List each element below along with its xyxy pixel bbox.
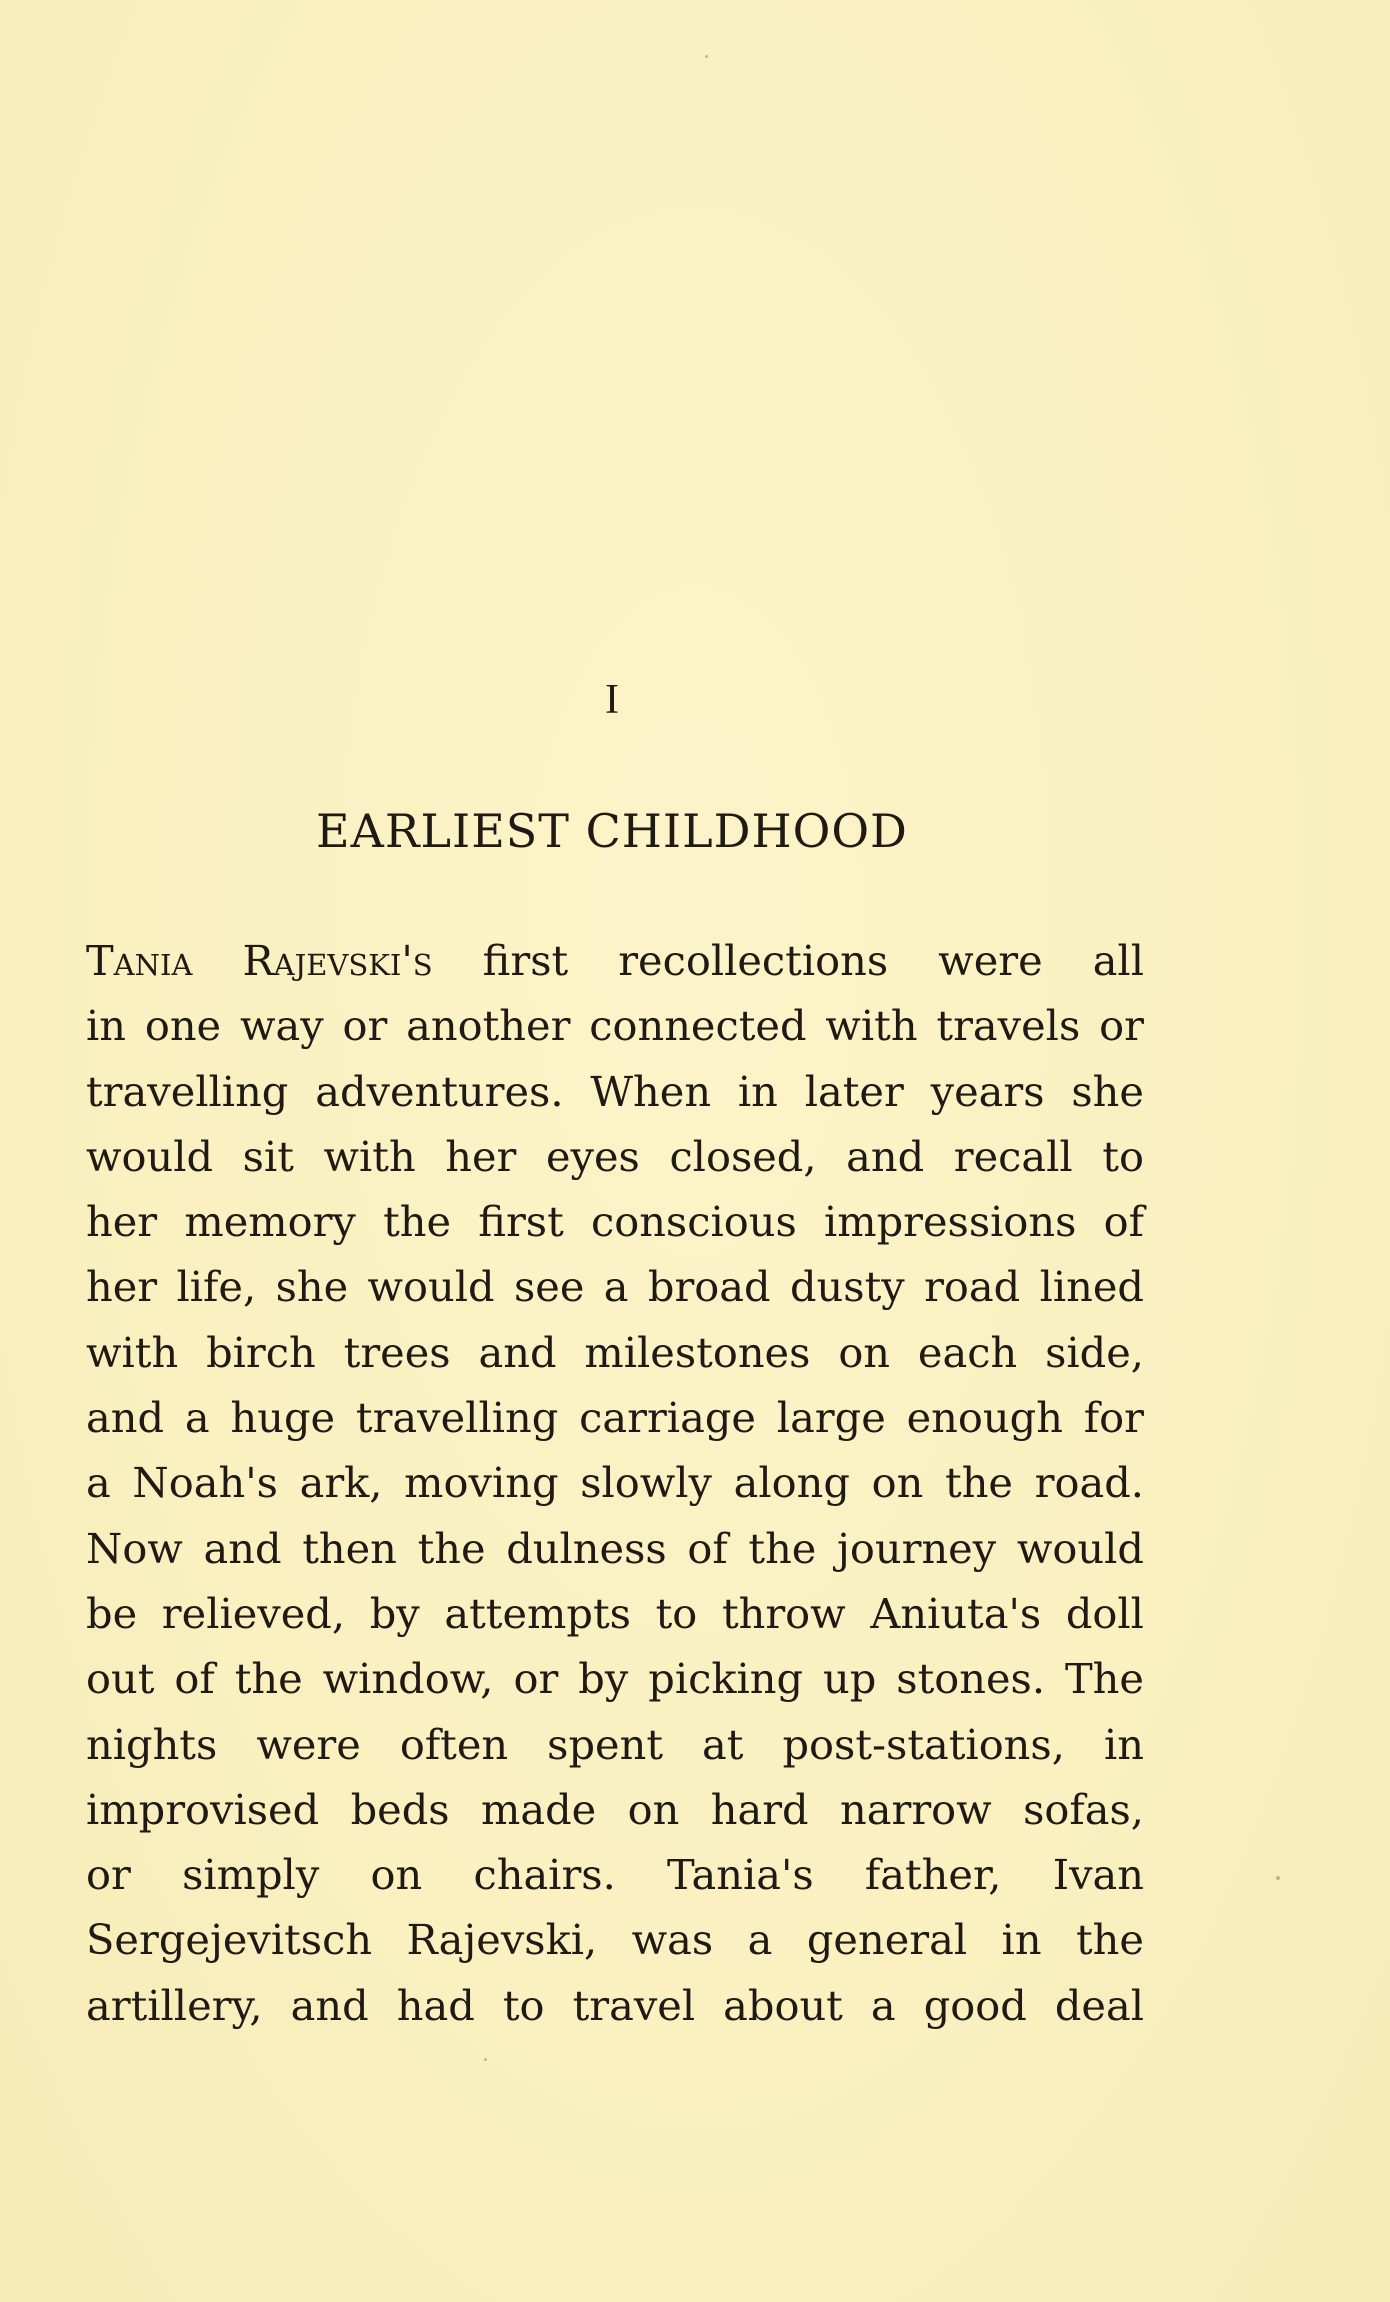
word: then bbox=[302, 1523, 397, 1573]
word: of bbox=[1103, 1197, 1144, 1247]
word: up bbox=[823, 1654, 877, 1704]
word: Noah's bbox=[132, 1458, 278, 1508]
word: had bbox=[396, 1980, 475, 2030]
word: about bbox=[723, 1980, 843, 2030]
word: recollections bbox=[618, 936, 889, 985]
word: the bbox=[1076, 1915, 1144, 1965]
word: ark, bbox=[299, 1458, 383, 1508]
word: Tania's bbox=[667, 1850, 814, 1900]
word: often bbox=[399, 1719, 509, 1769]
text-line bbox=[86, 1973, 1144, 2038]
word: way bbox=[239, 1001, 324, 1051]
word: her bbox=[445, 1131, 517, 1181]
word: or bbox=[513, 1654, 559, 1704]
word: a bbox=[603, 1262, 629, 1312]
text-line bbox=[86, 1189, 1144, 1254]
word: spent bbox=[547, 1719, 663, 1769]
word: sit bbox=[242, 1131, 294, 1181]
word: memory bbox=[184, 1197, 356, 1247]
word: with bbox=[323, 1131, 416, 1181]
word: simply bbox=[182, 1850, 320, 1900]
word: a bbox=[86, 1458, 111, 1508]
word: of bbox=[174, 1654, 215, 1704]
word: moving bbox=[404, 1458, 559, 1508]
text-line bbox=[86, 1124, 1144, 1189]
word: enough bbox=[906, 1393, 1063, 1443]
text-line bbox=[86, 928, 1144, 993]
word: on bbox=[370, 1850, 423, 1900]
word: Rajevski's bbox=[242, 936, 433, 985]
word: side, bbox=[1045, 1327, 1144, 1377]
word: along bbox=[733, 1458, 850, 1508]
word: of bbox=[687, 1523, 728, 1573]
word: and bbox=[86, 1393, 165, 1443]
word: to bbox=[1102, 1131, 1144, 1181]
word: closed, bbox=[669, 1131, 817, 1181]
chapter-title: EARLIEST CHILDHOOD bbox=[316, 804, 908, 858]
word: with bbox=[825, 1001, 918, 1051]
word: birch bbox=[206, 1327, 316, 1377]
word: first bbox=[478, 1197, 564, 1247]
word: and bbox=[203, 1523, 282, 1573]
word: years bbox=[930, 1066, 1045, 1116]
text-line bbox=[86, 1059, 1144, 1124]
word: in bbox=[737, 1066, 778, 1116]
word: a bbox=[184, 1393, 210, 1443]
word: beds bbox=[350, 1784, 450, 1834]
word: the bbox=[417, 1523, 486, 1573]
text-line bbox=[86, 1777, 1144, 1842]
word: artillery, bbox=[86, 1980, 263, 2030]
word: the bbox=[383, 1197, 452, 1247]
word: or bbox=[86, 1850, 131, 1900]
word: recall bbox=[953, 1131, 1073, 1181]
word: another bbox=[406, 1001, 571, 1051]
word: milestones bbox=[584, 1327, 811, 1377]
word: father, bbox=[864, 1850, 1002, 1900]
word: attempts bbox=[444, 1588, 631, 1638]
word: travel bbox=[572, 1980, 696, 2030]
word: were bbox=[256, 1719, 361, 1769]
word: to bbox=[655, 1588, 698, 1638]
word: Sergejevitsch bbox=[86, 1915, 373, 1965]
word: conscious bbox=[590, 1197, 797, 1247]
word: her bbox=[86, 1197, 158, 1247]
word: or bbox=[342, 1001, 388, 1051]
text-line bbox=[86, 1516, 1144, 1581]
word: were bbox=[938, 936, 1043, 985]
word: all bbox=[1092, 936, 1144, 985]
word: and bbox=[290, 1980, 369, 2030]
word: nights bbox=[86, 1719, 218, 1769]
word: was bbox=[631, 1915, 714, 1965]
word: on bbox=[871, 1458, 924, 1508]
word: The bbox=[1065, 1654, 1144, 1704]
word: slowly bbox=[580, 1458, 712, 1508]
word: chairs. bbox=[473, 1850, 616, 1900]
word: sofas, bbox=[1023, 1784, 1144, 1834]
word: deal bbox=[1054, 1980, 1144, 2030]
word: be bbox=[86, 1588, 138, 1638]
word: dulness bbox=[506, 1523, 667, 1573]
word: dusty bbox=[789, 1262, 905, 1312]
word: hard bbox=[710, 1784, 809, 1834]
word: Rajevski, bbox=[406, 1915, 598, 1965]
word: on bbox=[627, 1784, 680, 1834]
word: narrow bbox=[840, 1784, 992, 1834]
word: later bbox=[804, 1066, 904, 1116]
word: by bbox=[369, 1588, 420, 1638]
text-line bbox=[86, 993, 1144, 1058]
word: trees bbox=[343, 1327, 451, 1377]
word: throw bbox=[721, 1588, 846, 1638]
word: one bbox=[144, 1001, 222, 1051]
word: on bbox=[838, 1327, 891, 1377]
word: in bbox=[86, 1001, 127, 1051]
text-line bbox=[86, 1254, 1144, 1319]
word: travelling bbox=[355, 1393, 559, 1443]
word: journey bbox=[837, 1523, 997, 1573]
word: road bbox=[924, 1262, 1021, 1312]
word: good bbox=[923, 1980, 1027, 2030]
word: picking bbox=[648, 1654, 804, 1704]
word: road. bbox=[1034, 1458, 1144, 1508]
word: her bbox=[86, 1262, 158, 1312]
word: see bbox=[513, 1262, 585, 1312]
word: for bbox=[1083, 1393, 1144, 1443]
word: travelling bbox=[86, 1066, 289, 1116]
text-line bbox=[86, 1712, 1144, 1777]
word: the bbox=[945, 1458, 1013, 1508]
text-line bbox=[86, 1907, 1144, 1972]
word: improvised bbox=[86, 1784, 320, 1834]
word: impressions bbox=[823, 1197, 1077, 1247]
word: stones. bbox=[896, 1654, 1046, 1704]
word: first bbox=[482, 936, 569, 985]
word: connected bbox=[589, 1001, 807, 1051]
word: out bbox=[86, 1654, 155, 1704]
word: Tania bbox=[86, 936, 193, 985]
word: post-stations, bbox=[782, 1719, 1065, 1769]
word: doll bbox=[1065, 1588, 1144, 1638]
word: would bbox=[1016, 1523, 1144, 1573]
word: the bbox=[748, 1523, 817, 1573]
word: with bbox=[86, 1327, 179, 1377]
text-line bbox=[86, 1581, 1144, 1646]
text-line bbox=[86, 1385, 1144, 1450]
word: made bbox=[480, 1784, 597, 1834]
word: life, bbox=[176, 1262, 257, 1312]
word: the bbox=[234, 1654, 303, 1704]
word: Now bbox=[86, 1523, 183, 1573]
word: would bbox=[86, 1131, 214, 1181]
word: When bbox=[590, 1066, 712, 1116]
word: Aniuta's bbox=[870, 1588, 1042, 1638]
word: large bbox=[776, 1393, 886, 1443]
word: travels bbox=[936, 1001, 1081, 1051]
word: in bbox=[1103, 1719, 1144, 1769]
text-line bbox=[86, 1320, 1144, 1385]
word: and bbox=[478, 1327, 557, 1377]
word: to bbox=[502, 1980, 545, 2030]
word: huge bbox=[230, 1393, 336, 1443]
word: Ivan bbox=[1052, 1850, 1144, 1900]
word: in bbox=[1001, 1915, 1042, 1965]
word: each bbox=[917, 1327, 1018, 1377]
text-line bbox=[86, 1646, 1144, 1711]
word: adventures. bbox=[315, 1066, 564, 1116]
word: by bbox=[578, 1654, 629, 1704]
word: general bbox=[806, 1915, 968, 1965]
word: eyes bbox=[545, 1131, 640, 1181]
word: lined bbox=[1039, 1262, 1144, 1312]
word: and bbox=[846, 1131, 925, 1181]
text-line bbox=[86, 1842, 1144, 1907]
body-text bbox=[86, 928, 1144, 2038]
word: carriage bbox=[579, 1393, 756, 1443]
word: relieved, bbox=[161, 1588, 346, 1638]
word: at bbox=[702, 1719, 744, 1769]
chapter-number: I bbox=[605, 677, 619, 723]
word: a bbox=[747, 1915, 773, 1965]
word: window, bbox=[322, 1654, 494, 1704]
word: she bbox=[1071, 1066, 1144, 1116]
text-line bbox=[86, 1450, 1144, 1515]
word: a bbox=[870, 1980, 896, 2030]
word: broad bbox=[647, 1262, 771, 1312]
word: or bbox=[1099, 1001, 1144, 1051]
word: would bbox=[367, 1262, 495, 1312]
word: she bbox=[275, 1262, 349, 1312]
